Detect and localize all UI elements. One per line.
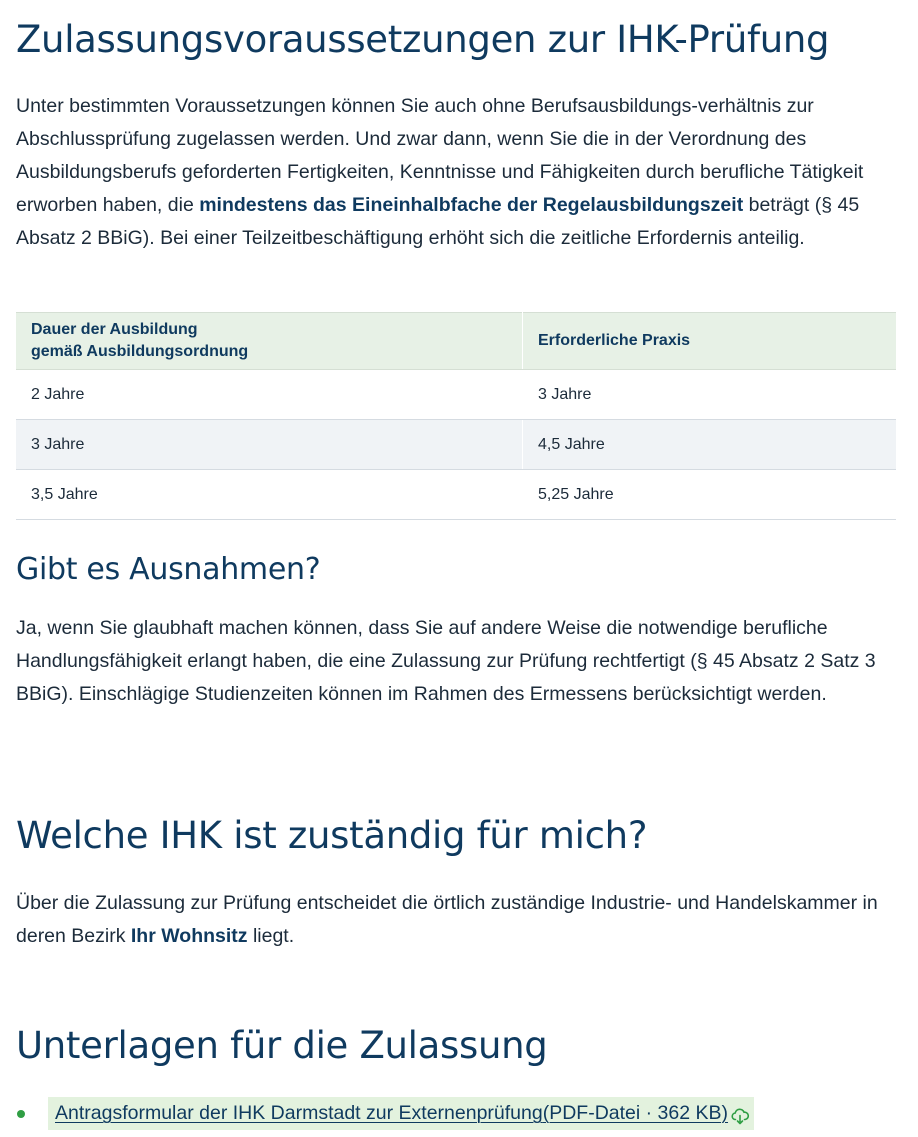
responsible-emphasis: Ihr Wohnsitz (130, 925, 248, 947)
documents-list (16, 1097, 754, 1130)
table-cell-practice: 4,5 Jahre (523, 420, 897, 470)
responsible-text-1: Über die Zulassung zur Prüfung entscheidet die örtlich zuständige Industrie- und Handelskammer in deren Bezirk (16, 892, 878, 947)
table-cell-practice: 5,25 Jahre (523, 470, 897, 520)
table-cell-duration: 3,5 Jahre (16, 470, 523, 520)
intro-text-1: Unter bestimmten Voraussetzungen können Sie auch ohne Berufsausbildungs-verhältnis zur Abschlussprüfung zugelassen werden. Und zwar dann, wenn Sie die in der Verordnung des Ausbildungsberufs geforderten Fertigkeiten, Kenntnisse und Fähigkeiten durch berufliche Tätigkeit erworben haben, die (16, 95, 864, 216)
header-duration-line2: gemäß Ausbildungsordnung (31, 343, 249, 360)
exceptions-heading: Gibt es Ausnahmen? (16, 552, 321, 587)
responsible-text-2: liegt. (247, 925, 295, 947)
responsible-paragraph (16, 887, 896, 953)
link-label: Antragsformular der IHK Darmstadt zur Externenprüfung (55, 1102, 543, 1124)
page-title: Zulassungsvoraussetzungen zur IHK-Prüfung (16, 18, 830, 61)
intro-emphasis: mindestens das Eineinhalbfache der Regelausbildungszeit (199, 194, 744, 216)
link-file-meta: (PDF-Datei · 362 KB) (542, 1102, 729, 1124)
intro-text-2: beträgt (§ 45 Absatz 2 BBiG). Bei einer Teilzeitbeschäftigung erhöht sich die zeitliche Erfordernis anteilig. (16, 194, 860, 249)
table-cell-practice: 3 Jahre (523, 370, 897, 420)
table-row (16, 420, 896, 470)
table-row (16, 370, 896, 420)
practice-table (16, 312, 896, 520)
exceptions-paragraph: Ja, wenn Sie glaubhaft machen können, dass Sie auf andere Weise die notwendige berufliche Handlungsfähigkeit erlangt haben, die eine Zulassung zur Prüfung rechtfertigt (§ 45 Absatz 2 Satz 3 BBiG). Einschlägige Studienzeiten können im Rahmen des Ermessens berücksichtigt werden. (16, 617, 876, 705)
intro-paragraph (16, 90, 896, 255)
list-item (16, 1097, 754, 1130)
download-cloud-icon (730, 1104, 750, 1124)
table-header-row (16, 313, 896, 370)
application-form-download-link[interactable] (48, 1097, 754, 1130)
bullet-icon (17, 1110, 25, 1118)
table-cell-duration: 2 Jahre (16, 370, 523, 420)
table-cell-duration: 3 Jahre (16, 420, 523, 470)
table-header-duration (16, 313, 523, 370)
table-header-practice: Erforderliche Praxis (523, 313, 897, 370)
header-duration-line1: Dauer der Ausbildung (31, 321, 198, 338)
responsible-heading: Welche IHK ist zuständig für mich? (16, 814, 648, 857)
documents-heading: Unterlagen für die Zulassung (16, 1024, 548, 1067)
table-row (16, 470, 896, 520)
